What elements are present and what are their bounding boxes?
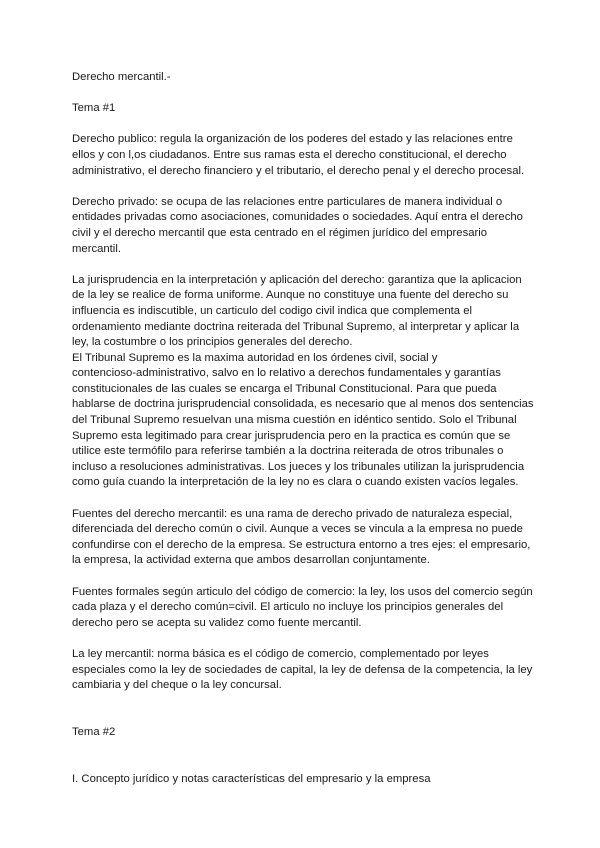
paragraph-line: Fuentes formales según articulo del código de comercio: la ley, los usos del comercio según — [72, 585, 533, 598]
tema2-heading: Tema #2 — [72, 725, 116, 738]
spacer — [72, 117, 530, 133]
spacer — [72, 491, 530, 507]
paragraph-line: Supremo esta legitimado para crear jurisprudencia pero en la practica es común que se — [72, 429, 511, 442]
document-page — [72, 70, 534, 787]
paragraph-line: Derecho privado: se ocupa de las relaciones entre particulares de manera individual o — [72, 195, 503, 208]
paragraph-fuentes-mercantil — [72, 507, 530, 569]
document-title: Derecho mercantil.- — [72, 71, 171, 83]
paragraph-line: civil y el derecho mercantil que esta centrado en el régimen jurídico del empresario — [72, 226, 488, 239]
paragraph-line: diferenciada del derecho común o civil. Aunque a veces se vincula a la empresa no puede — [72, 523, 523, 536]
paragraph-line: del Tribunal Supremo resuelvan una misma cuestión en idéntico sentido. Solo el Tribunal — [72, 414, 517, 427]
paragraph-line: El Tribunal Supremo es la maxima autoridad en los órdenes civil, social y — [72, 351, 438, 364]
paragraph-line: derecho pero se acepta su validez como fuente mercantil. — [72, 616, 362, 629]
paragraph-line: Fuentes del derecho mercantil: es una rama de derecho privado de naturaleza especial, — [72, 507, 513, 520]
paragraph-line: ellos y con l,os ciudadanos. Entre sus ramas esta el derecho constitucional, el derecho — [72, 148, 507, 161]
paragraph-line: administrativo, el derecho financiero y el tributario, el derecho penal y el derecho procesal. — [72, 164, 525, 177]
spacer — [72, 694, 530, 725]
paragraph-fuentes-formales — [72, 585, 533, 632]
paragraph-line: ley, la costumbre o los principios generales del derecho. — [72, 336, 353, 349]
paragraph-line: La jurisprudencia en la interpretación y aplicación del derecho: garantiza que la aplicacion — [72, 273, 522, 286]
paragraph-line: ordenamiento mediante doctrina reiterada del Tribunal Supremo, al interpretar y aplicar la — [72, 320, 520, 333]
section-heading: I. Concepto jurídico y notas características del empresario y la empresa — [72, 772, 431, 785]
paragraph-line: incluso a resoluciones administrativas. Los jueces y los tribunales utilizan la jurisprudencia — [72, 460, 525, 473]
paragraph-ley-mercantil — [72, 647, 533, 694]
paragraph-line: especiales como la ley de sociedades de capital, la ley de defensa de la competencia, la ley — [72, 663, 533, 676]
paragraph-line: la empresa, la actividad externa que ambos desarrollan conjuntamente. — [72, 554, 430, 567]
spacer — [72, 257, 530, 273]
paragraph-line: utilice este termófilo para referirse también a la doctrina reiterada de otros tribunales o — [72, 445, 504, 458]
paragraph-line: como guía cuando la interpretación de la ley no es clara o cuando existen vacíos legales. — [72, 476, 519, 489]
spacer — [72, 569, 530, 585]
spacer — [72, 179, 530, 195]
paragraph-line: constitucionales de las cuales se encarga el Tribunal Constitucional. Para que pueda — [72, 382, 497, 395]
paragraph-derecho-privado — [72, 195, 530, 257]
spacer — [72, 741, 530, 772]
paragraph-line: La ley mercantil: norma básica es el código de comercio, complementado por leyes — [72, 647, 489, 660]
paragraph-line: entidades privadas como asociaciones, comunidades o sociedades. Aquí entra el derecho — [72, 211, 523, 224]
paragraph-line: confundirse con el derecho de la empresa. Se estructura entorno a tres ejes: el empresario, — [72, 538, 531, 551]
paragraph-line: mercantil. — [72, 242, 121, 255]
paragraph-line: influencia es indiscutible, un carticulo del codigo civil indica que complementa el — [72, 304, 473, 317]
paragraph-line: cambiaria y del cheque o la ley concursal. — [72, 679, 282, 692]
spacer — [72, 86, 530, 102]
paragraph-line: Derecho publico: regula la organización de los poderes del estado y las relaciones entre — [72, 133, 513, 146]
paragraph-line: de la ley se realice de forma uniforme. Aunque no constituye una fuente del derecho su — [72, 289, 509, 302]
tema1-heading: Tema #1 — [72, 102, 116, 115]
paragraph-line: cada plaza y el derecho común=civil. El articulo no incluye los principios generales del — [72, 601, 504, 614]
spacer — [72, 631, 530, 647]
paragraph-jurisprudencia — [72, 273, 534, 491]
paragraph-line: hablarse de doctrina jurisprudencial consolidada, es necesario que al menos dos sentencias — [72, 398, 534, 411]
paragraph-derecho-publico — [72, 132, 530, 179]
paragraph-line: contencioso-administrativo, salvo en lo relativo a derechos fundamentales y garantías — [72, 367, 501, 380]
